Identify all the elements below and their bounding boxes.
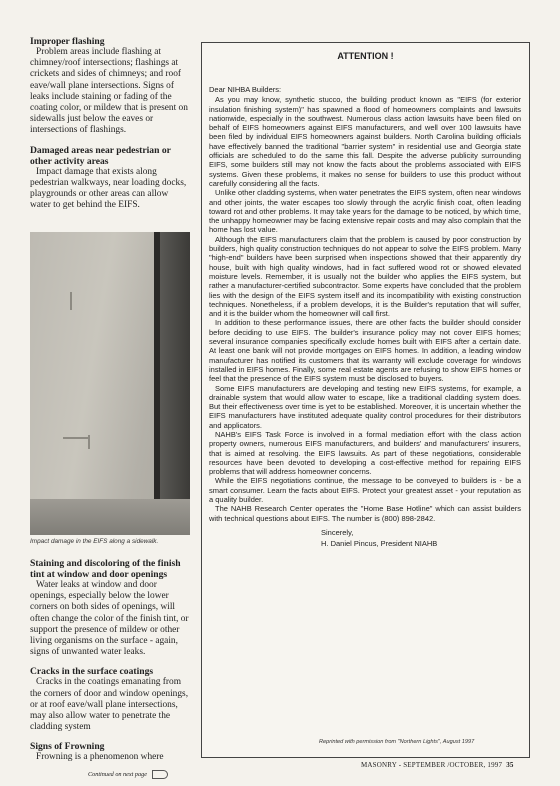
letter-signature [321,527,521,549]
publication-line: MASONRY - SEPTEMBER /OCTOBER, 1997 [361,761,503,769]
attention-title: ATTENTION ! [337,51,394,61]
attention-letter [209,85,521,549]
section-body: Frowning is a phenomenon where [36,752,164,763]
letter-paragraph: Unlike other cladding systems, when water penetrates the EIFS system, often near windows and other joints, the water escapes too slowly through the acrylic finish coat, often leading toward rot and other problems. It may take years for the damage to be noticed, by which time, the unhappy homeowner may be facing extensive repair costs and may also complain that the home has lost value. [209,188,521,235]
section-frowning [30,741,190,763]
section-heading: Cracks in the surface coatings [30,666,154,678]
section-improper-flashing [30,36,190,137]
photo-eifs-impact-damage [30,232,190,535]
reprint-note: Reprinted with permission from "Northern Lights", August 1997 [319,739,475,745]
section-heading: Damaged areas near pedestrian or other activity areas [30,144,171,167]
letter-paragraph: Although the EIFS manufacturers claim that the problem is caused by poor construction by builders, high quality construction techniques do not appear to solve the EIFS problem. Many "high-end" builders have been surprised when inspections showed that their apparently dry house, built with high quality windows, had in fact suffered wood rot or showed elevated moisture levels. Remember, it is usually not the builder who applies the EIFS system, but rather a manufacturer-certified subcontractor. Some experts have concluded that the problem lies with the design of the EIFS system itself and its incompatibility with existing construction techniques. Nonetheless, if a problem develops, it is the Builder's reputation that will suffer, and it is the builder whom the homeowner will call first. [209,234,521,319]
letter-paragraph: While the EIFS negotiations continue, the message to be conveyed to builders is - be a smart consumer. Learn the facts about EIFS. Protect your greatest asset - your reputation as a quality builder. [209,476,521,505]
section-body: Water leaks at window and door openings, especially below the lower corners on both sides of openings, will often change the color of the finish tint, or support the presence of mildew or other living organisms on the surface - again, signs of unwanted water leaks. [30,580,189,658]
letter-paragraph: The NAHB Research Center operates the "Home Base Hotline" which can assist builders with technical questions about EIFS. The number is (800) 898-2842. [209,504,521,523]
section-cracks [30,666,190,733]
section-body: Problem areas include flashing at chimney/roof intersections; flashings at crickets and sides of chimneys; and roof eave/wall plane intersections. Signs of leaks include staining or fading of the coating color, or mildew that is present on sidewalls just below the eaves or intersections of flashings. [30,47,188,136]
letter-signer: H. Daniel Pincus, President NIAHB [321,538,438,548]
attention-box [201,42,530,758]
left-column-top [30,36,190,219]
section-staining [30,558,190,658]
left-column-bottom [30,558,190,772]
letter-paragraph: Some EIFS manufacturers are developing and testing new EIFS systems, for example, a drainable system that would allow water to escape, like a traditional cladding system does. But their effectiveness over time is yet to be established. Moreover, it is uncertain whether the EIFS manufacturers have instituted adequate quality control procedures for their distributors and applicators. [209,383,521,430]
page-footer [361,761,514,769]
letter-paragraph: As you may know, synthetic stucco, the building product known as "EIFS (for exterior insulation finishing system)" has spawned a flood of homeowners complaints and lawsuits nationwide, especially in the southwest. Numerous class action lawsuits have been filed on behalf of EIFS homeowners against EIFS manufacturers, and well over 100 lawsuits have been filed by individual EIFS homeowners against builders. North Carolina building officials have effectively banned the traditional "barrier system" in residential use and Georgia state officials are scheduled to do the same this fall. Despite the adverse publicity surrounding EIFS, some builders still may not know the facts about the problems associated with EIFS systems. Given these problems, it makes no sense for builders to use this product without carefully considering all the facts. [209,95,521,188]
arrow-right-icon [152,770,168,779]
continued-label: Continued on next page [88,770,147,778]
section-heading: Signs of Frowning [30,741,105,753]
photo-caption: Impact damage in the EIFS along a sidewalk. [30,538,159,545]
letter-paragraph: In addition to these performance issues, there are other facts the builder should consider before deciding to use EIFS. The builder's insurance policy may not cover EIFS homes; several insurance companies specifically exclude homes built with EIFS after a certain date. At least one bank will not provide mortgages on EIFS homes. In addition, a leading window manufacturer has notified its customers that its warranty will exclude coverage for windows installed in EIFS homes. Finally, some real estate agents are refusing to show EIFS homes or feel that the presence of the EIFS system must be disclosed to buyers. [209,318,521,384]
letter-closing: Sincerely, [321,527,354,537]
continued-note [88,770,168,779]
letter-paragraph: NAHB's EIFS Task Force is involved in a formal mediation effort with the class action property owners, numerous EIFS manufacturers, and builders' and manufacturers' insurers, that is aimed at resolving. the EIFS lawsuits. As part of these negotiations, considerable resources have been devoted to developing a cost-effective method for repairing EIFS problems that will address homeowner concerns. [209,429,521,477]
page-number: 35 [506,761,514,769]
letter-salutation: Dear NIHBA Builders: [209,85,282,94]
section-damaged-areas [30,145,190,212]
section-heading: Staining and discoloring of the finish tint at window and door openings [30,558,181,580]
section-body: Impact damage that exists along pedestrian walkways, near loading docks, playgrounds or other areas can allow water to get behind the EIFS. [30,166,187,211]
section-heading: Improper flashing [30,36,105,47]
section-body: Cracks in the coatings emanating from the corners of door and window openings, or at roof eave/wall plane intersections, may also allow water to penetrate the cladding system [30,677,189,733]
